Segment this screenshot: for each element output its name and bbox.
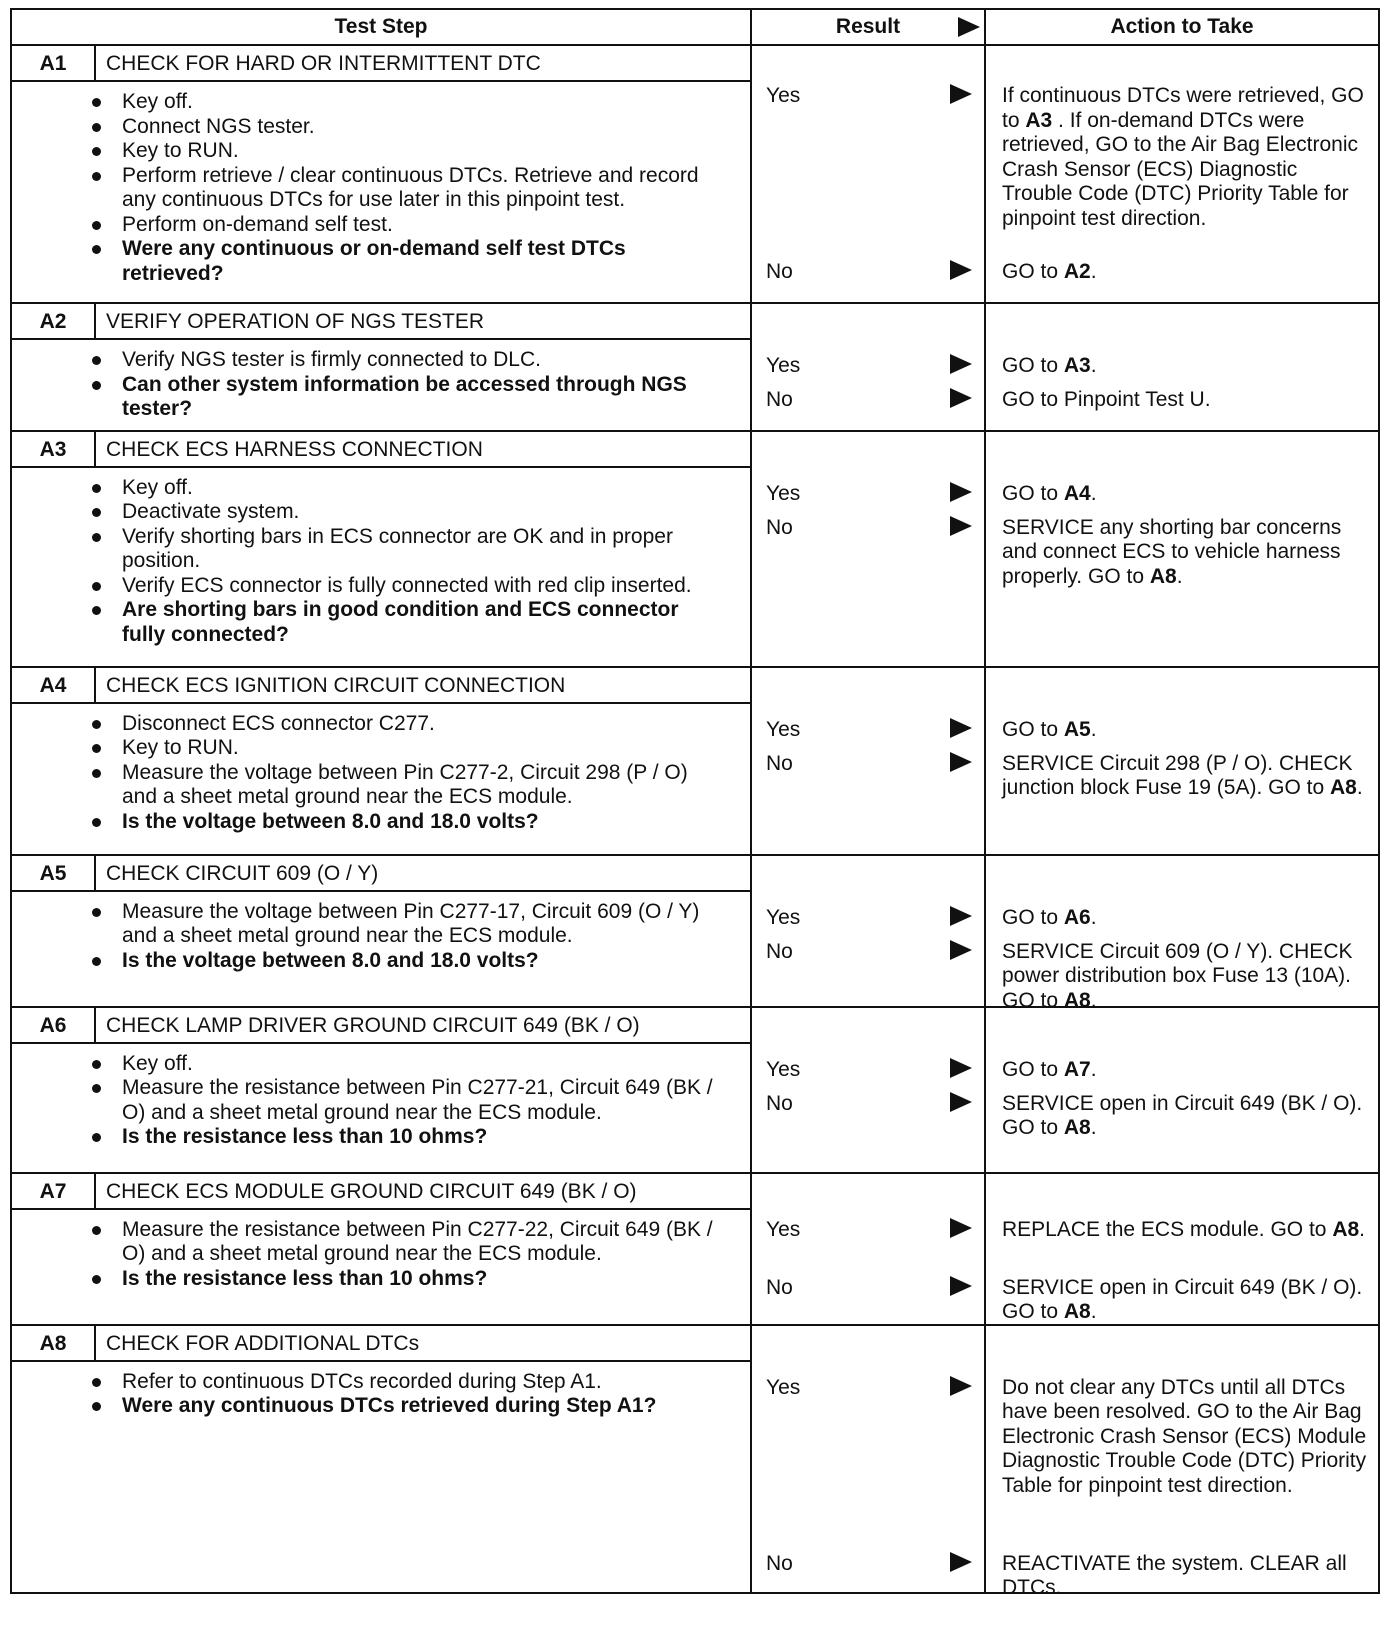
step-bullet: Measure the resistance between Pin C277-21, Circuit 649 (BK / O) and a sheet metal ground near the ECS module. [122, 1076, 722, 1125]
arrow-right-icon [950, 1218, 972, 1238]
arrow-right-icon [950, 1092, 972, 1112]
step-id: A6 [12, 1008, 95, 1043]
yes-action: GO to A7. [1002, 1057, 1097, 1081]
step-cell [11, 45, 751, 303]
arrow-right-icon [950, 354, 972, 374]
step-bullet: Measure the voltage between Pin C277-17, Circuit 609 (O / Y) and a sheet metal ground near the ECS module. [122, 900, 722, 949]
result-yes [766, 1376, 800, 1400]
step-bullet: Connect NGS tester. [122, 115, 722, 140]
result-cell [751, 1173, 985, 1325]
step-title: CHECK FOR HARD OR INTERMITTENT DTC [95, 46, 750, 81]
arrow-right-icon [950, 718, 972, 738]
result-no [766, 752, 793, 776]
action-cell [985, 303, 1379, 431]
step-question: Is the resistance less than 10 ohms? [122, 1267, 722, 1292]
step-row-a1 [11, 45, 1379, 303]
step-bullet: Verify ECS connector is fully connected with red clip inserted. [122, 574, 722, 599]
step-id: A2 [12, 304, 95, 339]
result-no-label: No [766, 1275, 793, 1299]
step-id: A4 [12, 668, 95, 703]
step-bullet: Verify shorting bars in ECS connector are OK and in proper position. [122, 525, 722, 574]
action-cell [985, 431, 1379, 667]
header-action: Action to Take [985, 9, 1379, 45]
step-bullet: Perform on-demand self test. [122, 213, 722, 238]
step-row-a3 [11, 431, 1379, 667]
step-bullet: Key to RUN. [122, 139, 722, 164]
step-id: A7 [12, 1174, 95, 1209]
no-action: GO to A2. [1002, 260, 1097, 283]
step-cell [11, 1325, 751, 1593]
result-no [766, 1092, 793, 1116]
arrow-right-icon [950, 1552, 972, 1572]
yes-action: REPLACE the ECS module. GO to A8. [1002, 1217, 1366, 1241]
step-question: Were any continuous or on-demand self test DTCs retrieved? [122, 237, 722, 286]
step-question: Is the voltage between 8.0 and 18.0 volts? [122, 949, 722, 974]
arrow-right-icon [950, 1376, 972, 1396]
table-header-row [11, 9, 1379, 45]
result-no-label: No [766, 751, 793, 775]
no-action: REACTIVATE the system. CLEAR all DTCs. [1002, 1551, 1347, 1599]
no-action: GO to Pinpoint Test U. [1002, 388, 1211, 411]
result-yes-label: Yes [766, 1375, 801, 1399]
step-title: VERIFY OPERATION OF NGS TESTER [95, 304, 750, 339]
step-question: Can other system information be accessed through NGS tester? [122, 373, 722, 422]
step-id: A5 [12, 856, 95, 891]
step-bullets [12, 82, 750, 294]
step-cell [11, 1007, 751, 1173]
result-no [766, 260, 793, 284]
action-cell [985, 1007, 1379, 1173]
step-id: A8 [12, 1326, 95, 1361]
yes-action: Do not clear any DTCs until all DTCs have been resolved. GO to the Air Bag Electronic Crash Sensor (ECS) Module Diagnostic Trouble Code (DTC) Priority Table for pinpoint test direction. [1002, 1375, 1367, 1497]
yes-action: If continuous DTCs were retrieved, GO to A3 . If on-demand DTCs were retrieved, GO to the Air Bag Electronic Crash Sensor (ECS) Diagnostic Trouble Code (DTC) Priority Table for pinpoint test direction. [1002, 84, 1364, 230]
step-bullet: Key off. [122, 90, 722, 115]
step-title: CHECK ECS MODULE GROUND CIRCUIT 649 (BK / O) [95, 1174, 750, 1209]
result-yes-label: Yes [766, 84, 801, 107]
result-yes [766, 906, 800, 930]
result-cell [751, 1325, 985, 1593]
result-yes-label: Yes [766, 1217, 801, 1241]
action-cell [985, 667, 1379, 855]
step-cell [11, 667, 751, 855]
arrow-right-icon [950, 1058, 972, 1078]
result-cell [751, 45, 985, 303]
step-cell [11, 431, 751, 667]
header-result [751, 9, 985, 45]
result-no-label: No [766, 388, 793, 411]
step-cell [11, 855, 751, 1007]
step-question: Are shorting bars in good condition and ECS connector fully connected? [122, 598, 722, 647]
step-question: Is the resistance less than 10 ohms? [122, 1125, 722, 1150]
yes-action: GO to A6. [1002, 905, 1097, 929]
result-no-label: No [766, 515, 793, 539]
step-id: A1 [12, 46, 95, 81]
step-bullet: Measure the resistance between Pin C277-22, Circuit 649 (BK / O) and a sheet metal ground near the ECS module. [122, 1218, 722, 1267]
step-title: CHECK ECS HARNESS CONNECTION [95, 432, 750, 467]
result-no-label: No [766, 260, 793, 283]
arrow-right-icon [950, 84, 972, 104]
arrow-right-icon [950, 940, 972, 960]
no-action: SERVICE Circuit 609 (O / Y). CHECK power distribution box Fuse 13 (10A). GO to A8. [1002, 939, 1353, 1012]
step-row-a8 [11, 1325, 1379, 1593]
step-cell [11, 303, 751, 431]
step-bullets [12, 1362, 750, 1427]
step-row-a4 [11, 667, 1379, 855]
result-cell [751, 303, 985, 431]
arrow-right-icon [950, 906, 972, 926]
no-action: SERVICE Circuit 298 (P / O). CHECK junction block Fuse 19 (5A). GO to A8. [1002, 751, 1363, 799]
step-bullets [12, 1044, 750, 1158]
test-table [10, 8, 1380, 1599]
arrow-right-icon [950, 752, 972, 772]
result-yes [766, 84, 800, 108]
step-row-a5 [11, 855, 1379, 1007]
step-bullet: Perform retrieve / clear continuous DTCs. Retrieve and record any continuous DTCs for use later in this pinpoint test. [122, 164, 722, 213]
no-action: SERVICE any shorting bar concerns and connect ECS to vehicle harness properly. GO to A8. [1002, 515, 1342, 588]
action-cell [985, 1325, 1379, 1599]
result-yes-label: Yes [766, 905, 801, 929]
step-title: CHECK CIRCUIT 609 (O / Y) [95, 856, 750, 891]
step-question: Were any continuous DTCs retrieved during Step A1? [122, 1394, 722, 1419]
arrow-right-icon [950, 1276, 972, 1296]
header-test-step: Test Step [11, 9, 751, 45]
yes-action: GO to A3. [1002, 354, 1097, 377]
step-row-a2 [11, 303, 1379, 431]
step-bullet: Key to RUN. [122, 736, 722, 761]
result-cell [751, 667, 985, 855]
pinpoint-test-table [10, 8, 1380, 1599]
step-cell [11, 1173, 751, 1325]
result-cell [751, 855, 985, 1007]
result-no [766, 940, 793, 964]
step-bullets [12, 468, 750, 656]
arrow-right-icon [950, 260, 972, 280]
step-bullet: Refer to continuous DTCs recorded during Step A1. [122, 1370, 722, 1395]
no-action: SERVICE open in Circuit 649 (BK / O). GO to A8. [1002, 1275, 1363, 1323]
result-no-label: No [766, 939, 793, 963]
result-no [766, 1552, 793, 1576]
step-title: CHECK LAMP DRIVER GROUND CIRCUIT 649 (BK / O) [95, 1008, 750, 1043]
yes-action: GO to A4. [1002, 481, 1097, 505]
result-yes [766, 354, 800, 378]
result-no [766, 388, 793, 412]
result-yes [766, 482, 800, 506]
step-bullets [12, 340, 750, 430]
result-yes [766, 718, 800, 742]
result-yes [766, 1058, 800, 1082]
action-cell [985, 1173, 1379, 1325]
step-bullet: Deactivate system. [122, 500, 722, 525]
result-no-label: No [766, 1091, 793, 1115]
step-id: A3 [12, 432, 95, 467]
step-bullet: Disconnect ECS connector C277. [122, 712, 722, 737]
step-title: CHECK ECS IGNITION CIRCUIT CONNECTION [95, 668, 750, 703]
step-bullets [12, 704, 750, 843]
action-cell [985, 855, 1379, 1012]
step-question: Is the voltage between 8.0 and 18.0 volts? [122, 810, 722, 835]
result-yes-label: Yes [766, 1057, 801, 1081]
step-bullets [12, 892, 750, 982]
arrow-right-icon [958, 17, 980, 37]
no-action: SERVICE open in Circuit 649 (BK / O). GO to A8. [1002, 1091, 1363, 1139]
step-title: CHECK FOR ADDITIONAL DTCs [95, 1326, 750, 1361]
yes-action: GO to A5. [1002, 717, 1097, 741]
result-yes-label: Yes [766, 354, 801, 377]
result-yes-label: Yes [766, 481, 801, 505]
step-bullet: Key off. [122, 476, 722, 501]
result-yes-label: Yes [766, 717, 801, 741]
result-cell [751, 1007, 985, 1173]
step-bullet: Measure the voltage between Pin C277-2, Circuit 298 (P / O) and a sheet metal ground near the ECS module. [122, 761, 722, 810]
action-cell [985, 45, 1379, 303]
result-no-label: No [766, 1551, 793, 1575]
step-bullet: Key off. [122, 1052, 722, 1077]
result-no [766, 516, 793, 540]
step-row-a7 [11, 1173, 1379, 1325]
arrow-right-icon [950, 388, 972, 408]
arrow-right-icon [950, 482, 972, 502]
arrow-right-icon [950, 516, 972, 536]
step-row-a6 [11, 1007, 1379, 1173]
result-yes [766, 1218, 800, 1242]
result-cell [751, 431, 985, 667]
header-result-label: Result [835, 15, 901, 38]
result-no [766, 1276, 793, 1300]
step-bullets [12, 1210, 750, 1300]
step-bullet: Verify NGS tester is firmly connected to DLC. [122, 348, 722, 373]
